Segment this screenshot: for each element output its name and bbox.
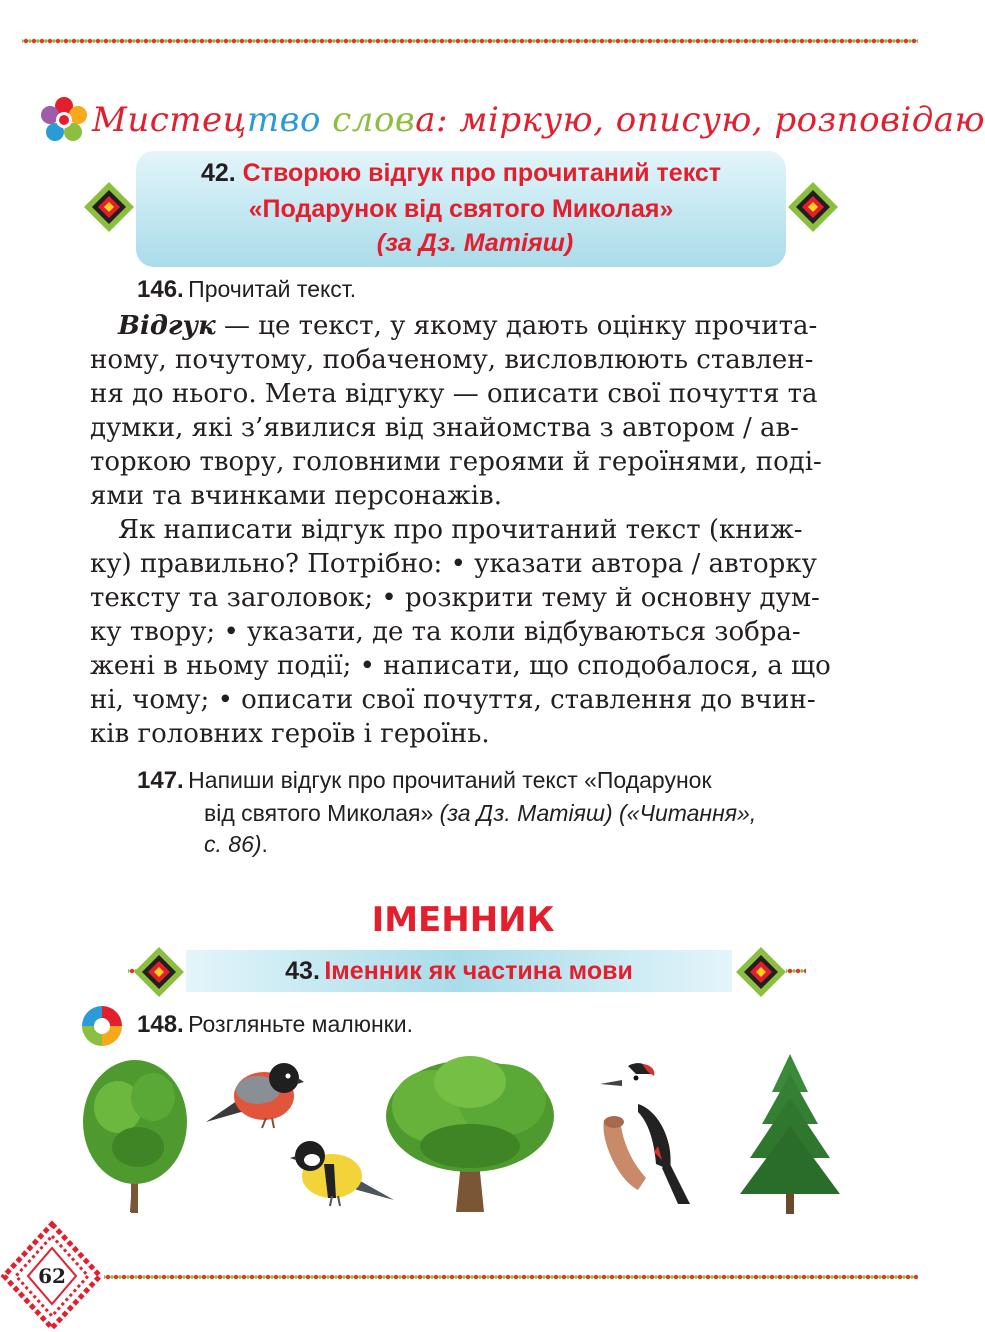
paragraph-1-line-4: думки, які з’явилися від знайомства з автором / ав-	[90, 413, 799, 443]
great-tit-image	[288, 1134, 396, 1208]
heading-letter: е	[202, 100, 223, 140]
heading-letter: ,	[751, 100, 764, 140]
exercise-147-page-ref: с. 86)	[204, 831, 262, 857]
paragraph-1-line-1-text: — це текст, у якому дають оцінку прочита-	[215, 311, 818, 341]
heading-letter: п	[836, 100, 860, 140]
paragraph-2-line-7: ків головних героїв і героїнь.	[90, 719, 490, 749]
heading-letter: о	[299, 100, 321, 140]
heading-letter: о	[859, 100, 881, 140]
paragraph-1-line-2: ному, почутому, побаченому, висловлюють ставлен-	[90, 345, 814, 375]
heading-letter: о	[373, 100, 395, 140]
exercise-146-number: 146.	[137, 276, 184, 303]
lesson-43-banner	[186, 950, 732, 992]
heading-letter: і	[900, 100, 912, 140]
color-wheel-icon	[80, 1004, 124, 1048]
lesson-42-banner	[136, 151, 786, 267]
paragraph-2-line-1: Як написати відгук про прочитаний текст (книж-	[118, 515, 803, 545]
heading-letter: м	[459, 100, 488, 140]
lesson-42-title-line1: Створюю відгук про прочитаний текст	[242, 159, 722, 187]
woodpecker-image	[598, 1060, 694, 1206]
chapter-title-text: ІМЕННИК	[371, 900, 555, 940]
lesson-42-number: 42.	[200, 159, 236, 187]
embroidery-ornament-left-2	[130, 943, 188, 1001]
term-vidguk: Відгук	[118, 311, 216, 341]
exercise-148-text: Розгляньте малюнки.	[188, 1011, 413, 1037]
embroidery-ornament-right-2	[732, 943, 790, 1001]
heading-letter: ц	[222, 100, 247, 140]
chapter-title	[0, 900, 918, 940]
paragraph-2-line-5: жені в ньому події; • написати, що сподобалося, а що	[90, 651, 831, 681]
lesson-43-title: Іменник як частина мови	[324, 957, 633, 985]
exercise-147-line-3	[204, 831, 268, 858]
spruce-tree-image	[738, 1052, 842, 1214]
lesson-42-title-line3: (за Дз. Матіяш)	[376, 229, 574, 257]
top-border	[22, 38, 918, 44]
embroidery-ornament-left	[80, 178, 138, 236]
exercise-146-text: Прочитай текст.	[188, 276, 357, 302]
heading-letter: ю	[721, 100, 752, 140]
heading-letter: :	[436, 100, 448, 140]
heading-letter: о	[796, 100, 818, 140]
heading-letter: с	[681, 100, 702, 140]
exercise-147-line-2	[204, 800, 756, 827]
heading-letter: с	[149, 100, 170, 140]
heading-letter	[604, 100, 615, 140]
heading-letter: а	[415, 100, 436, 140]
heading-letter: у	[701, 100, 722, 140]
heading-letter: ю	[562, 100, 594, 140]
heading-letter: р	[499, 100, 522, 140]
embroidery-ornament-right	[784, 178, 842, 236]
heading-letter: к	[521, 100, 543, 140]
heading-letter: з	[817, 100, 837, 140]
heading-letter: р	[774, 100, 797, 140]
bullfinch-image	[204, 1056, 308, 1132]
heading-letter: с	[332, 100, 352, 140]
oak-tree-image	[382, 1052, 558, 1214]
exercise-147-text-1: Напиши відгук про прочитаний текст «Подарунок	[188, 767, 712, 793]
heading-letter: в	[279, 100, 300, 140]
exercise-148-number: 148.	[137, 1011, 184, 1038]
exercise-147-period: .	[261, 831, 268, 857]
flower-icon	[40, 96, 88, 144]
exercise-147-source: (за Дз. Матіяш) («Читання»,	[433, 800, 757, 826]
heading-letter	[763, 100, 774, 140]
heading-letter: л	[351, 100, 374, 140]
paragraph-2-line-6: ні, чому; • описати свої почуття, ставлення до вчин-	[90, 685, 816, 715]
exercise-147-text-2: від святого Миколая»	[204, 800, 434, 826]
heading-letter: і	[487, 100, 500, 140]
heading-letter: в	[394, 100, 416, 140]
heading-letter: т	[246, 100, 280, 140]
heading-letter: т	[169, 100, 203, 140]
heading-letter: и	[659, 100, 682, 140]
paragraph-1-line-3: ня до нього. Мета відгуку — описати свої почуття та	[90, 379, 818, 409]
heading-letter: о	[615, 100, 637, 140]
exercise-148	[137, 1011, 413, 1039]
lesson-42-title-line2: «Подарунок від святого Миколая»	[248, 195, 674, 223]
bottom-border	[104, 1274, 918, 1280]
paragraph-1-line-1	[118, 311, 876, 341]
paragraph-2-line-4: ку твору; • указати, де та коли відбуваються зобра-	[90, 617, 801, 647]
heading-letter: в	[880, 100, 901, 140]
heading-letter: п	[636, 100, 660, 140]
section-heading	[92, 100, 985, 140]
heading-letter: М	[92, 100, 128, 140]
paragraph-1-line-6: ями та вчинками персонажів.	[90, 481, 502, 511]
exercise-147-line-1	[137, 767, 712, 795]
lesson-43-dots-right	[786, 968, 806, 974]
heading-letter	[321, 100, 332, 140]
heading-letter: у	[542, 100, 563, 140]
heading-letter: а	[933, 100, 955, 140]
page-number: 62	[38, 1264, 66, 1288]
exercise-147-number: 147.	[137, 767, 184, 794]
heading-letter: ,	[593, 100, 605, 140]
heading-letter: д	[911, 100, 934, 140]
paragraph-2-line-2: ку) правильно? Потрібно: • указати автора / авторку	[90, 549, 817, 579]
exercise-146	[137, 276, 356, 304]
heading-letter	[448, 100, 459, 140]
paragraph-2-line-3: тексту та заголовок; • розкрити тему й основну дум-	[90, 583, 820, 613]
deciduous-tree-image	[78, 1052, 193, 1214]
heading-letter: и	[127, 100, 150, 140]
heading-letter: ю	[954, 100, 985, 140]
paragraph-1-line-5: торкою твору, головними героями й героїнями, поді-	[90, 447, 822, 477]
lesson-43-number: 43.	[285, 957, 320, 985]
